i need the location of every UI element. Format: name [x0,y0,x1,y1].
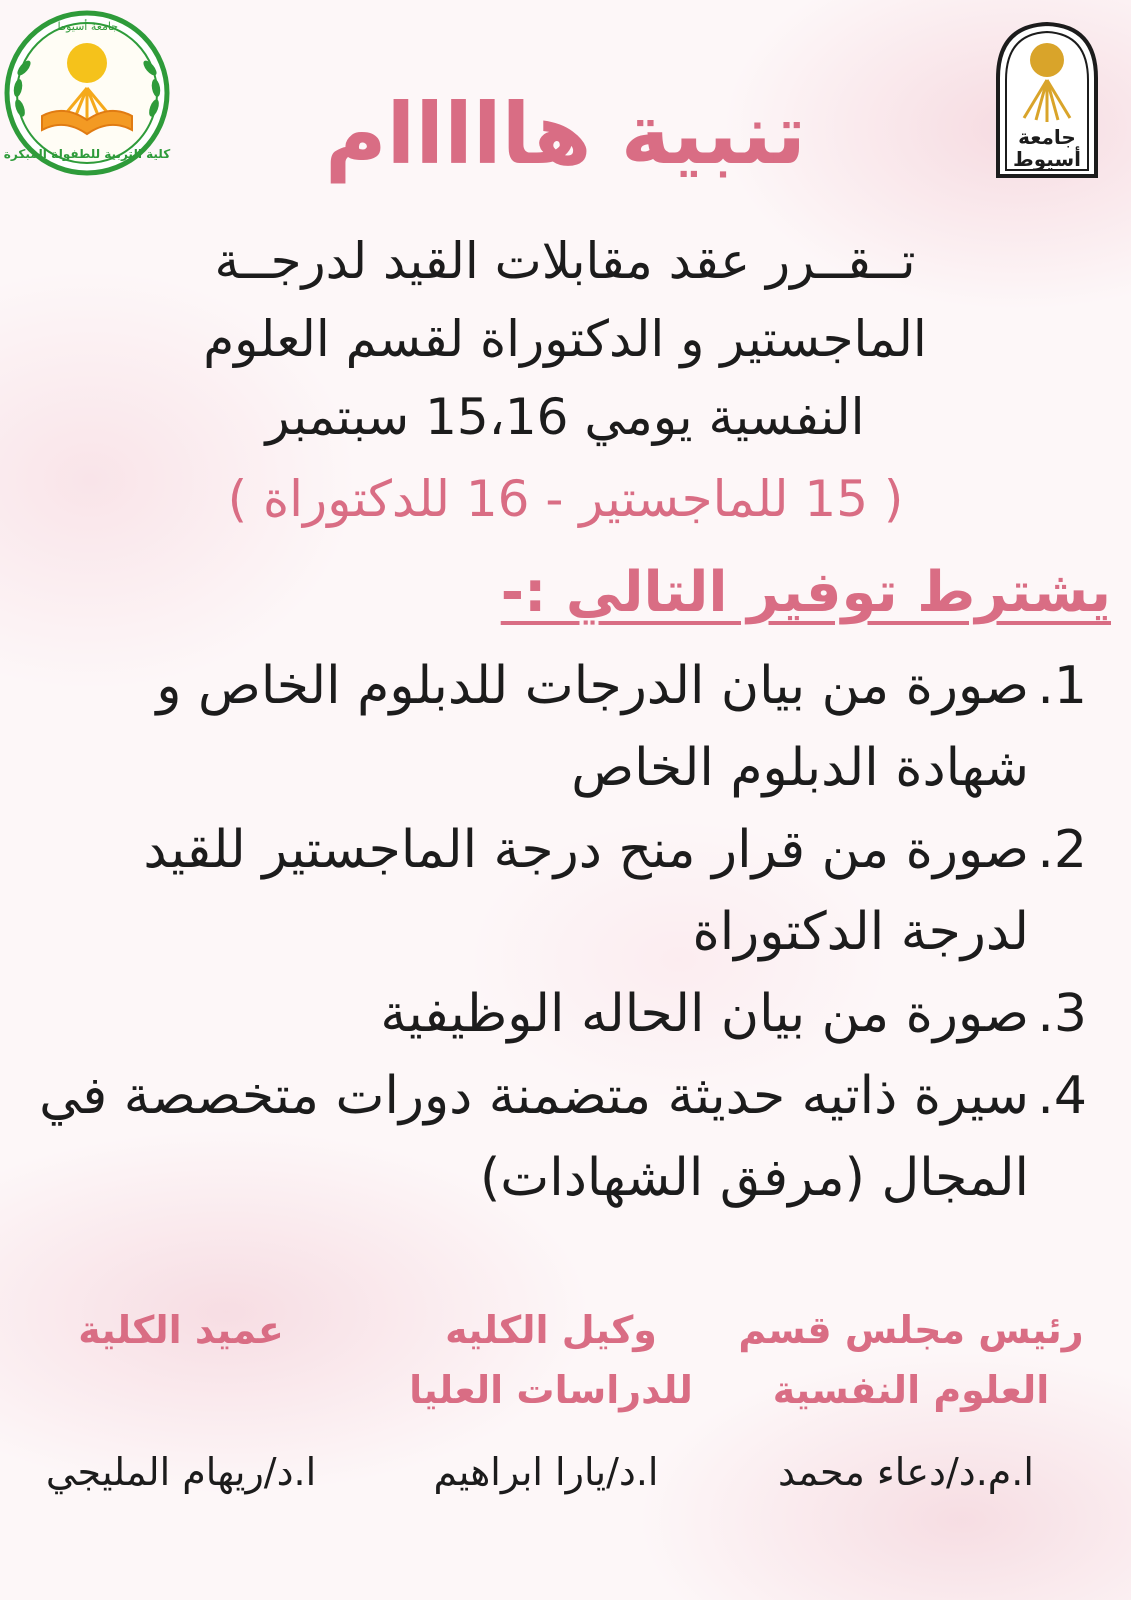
list-item-number: 3. [1037,984,1087,1044]
list-item-text: صورة من بيان الدرجات للدبلوم الخاص و شهادة الدبلوم الخاص [156,656,1029,798]
faculty-logo-ring-text: جامعة أسيوط [55,20,119,33]
requirements-list [7,645,1087,1219]
list-item [7,973,1087,1055]
list-item [7,809,1087,973]
sun-icon [67,43,107,83]
list-item-text: صورة من قرار منح درجة الماجستير للقيد لدرجة الدكتوراة [143,820,1029,962]
sun-icon [1030,43,1064,77]
list-item-number: 1. [1037,656,1087,716]
announcement-lead [60,222,1070,456]
lead-line-3: النفسية يومي 15،16 سبتمبر [265,388,865,446]
lead-line-2: الماجستير و الدكتوراة لقسم العلوم [203,310,927,368]
interview-dates-note: ( 15 للماجستير - 16 للدكتوراة ) [227,470,904,528]
requirements-heading: يشترط توفير التالي :- [500,560,1111,625]
lead-line-1: تــقــرر عقد مقابلات القيد لدرجــة [214,232,916,290]
list-item-number: 4. [1037,1066,1087,1126]
signatory-name-vice-dean: ا.د/يارا ابراهيم [433,1450,659,1494]
list-item [7,1055,1087,1219]
signatory-title-department-head: رئيس مجلس قسم العلوم النفسية [738,1308,1084,1412]
university-logo-caption-line1: جامعة [1018,125,1076,149]
signatory-title-dean: عميد الكلية [78,1308,284,1352]
university-logo-caption-line2: أسيوط [1013,147,1081,171]
list-item-text: صورة من بيان الحاله الوظيفية [380,984,1029,1044]
list-item-number: 2. [1037,820,1087,880]
signatory-name-dean: ا.د/ريهام المليجي [45,1450,317,1494]
signatory-name-department-head: ا.م.د/دعاء محمد [778,1450,1034,1494]
page-title: تنبية هااااام [324,85,807,183]
list-item [7,645,1087,809]
list-item-text: سيرة ذاتيه حديثة متضمنة دورات متخصصة في المجال (مرفق الشهادات) [39,1066,1029,1208]
faculty-logo-caption: كلية التربية للطفولة المبكرة [3,147,171,161]
signatory-title-vice-dean: وكيل الكليه للدراسات العليا [409,1308,693,1412]
